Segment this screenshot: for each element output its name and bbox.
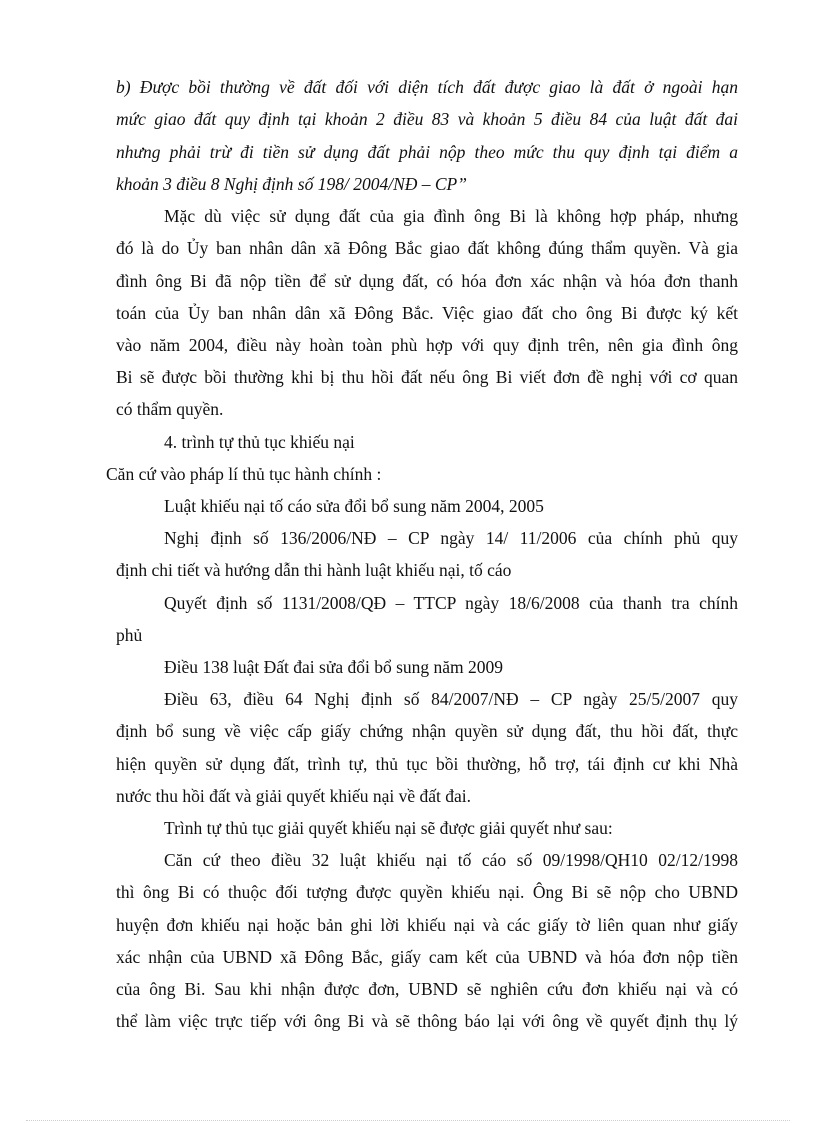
basis-decree2-line-2: định bổ sung về việc cấp giấy chứng nhận quyền sử dụng đất, thu hồi đất, thực [116, 721, 738, 741]
para1-line-2: đó là do Ủy ban nhân dân xã Đông Bắc giao đất không đúng thẩm quyền. Và gia [116, 238, 738, 258]
basis-decree1-line-2: định chi tiết và hướng dẫn thi hành luật khiếu nại, tố cáo [116, 560, 512, 580]
para1-line-5: vào năm 2004, điều này hoàn toàn phù hợp với quy định trên, nên gia đình ông [116, 335, 738, 355]
quote-line-2: mức giao đất quy định tại khoản 2 điều 83 và khoản 5 điều 84 của luật đất đai [116, 109, 738, 129]
para1-line-4: toán của Ủy ban nhân dân xã Đông Bắc. Việc giao đất cho ông Bi được ký kết [116, 303, 738, 323]
quote-line-3: nhưng phải trừ đi tiền sử dụng đất phải nộp theo mức thu quy định tại điểm a [116, 142, 738, 162]
quote-line-4: khoản 3 điều 8 Nghị định số 198/ 2004/NĐ – CP” [116, 174, 467, 194]
section-heading: 4. trình tự thủ tục khiếu nại [164, 432, 355, 452]
para1-line-7: có thẩm quyền. [116, 399, 224, 419]
page-bottom-divider [26, 1120, 790, 1121]
procedure-line-1: Căn cứ theo điều 32 luật khiếu nại tố cáo số 09/1998/QH10 02/12/1998 [164, 850, 738, 870]
procedure-line-4: xác nhận của UBND xã Đông Bắc, giấy cam kết của UBND và hóa đơn nộp tiền [116, 947, 738, 967]
procedure-line-3: huyện đơn khiếu nại hoặc bản ghi lời khiếu nại và các giấy tờ liên quan như giấy [116, 915, 738, 935]
para1-line-6: Bi sẽ được bồi thường khi bị thu hồi đất nếu ông Bi viết đơn đề nghị với cơ quan [116, 367, 738, 387]
basis-decree2-line-3: hiện quyền sử dụng đất, trình tự, thủ tục bồi thường, hỗ trợ, tái định cư khi Nhà [116, 754, 738, 774]
para1-line-3: đình ông Bi đã nộp tiền để sử dụng đất, có hóa đơn xác nhận và hóa đơn thanh [116, 271, 738, 291]
para1-line-1: Mặc dù việc sử dụng đất của gia đình ông Bi là không hợp pháp, nhưng [164, 206, 738, 226]
basis-decision-line-2: phủ [116, 625, 143, 645]
basis-decree1-line-1: Nghị định số 136/2006/NĐ – CP ngày 14/ 11/2006 của chính phủ quy [164, 528, 738, 548]
procedure-line-2: thì ông Bi có thuộc đối tượng được quyền khiếu nại. Ông Bi sẽ nộp cho UBND [116, 882, 738, 902]
basis-decree2-line-1: Điều 63, điều 64 Nghị định số 84/2007/NĐ – CP ngày 25/5/2007 quy [164, 689, 738, 709]
quote-line-1: b) Được bồi thường về đất đối với diện tích đất được giao là đất ở ngoài hạn [116, 77, 738, 97]
basis-intro: Căn cứ vào pháp lí thủ tục hành chính : [106, 464, 382, 484]
procedure-intro: Trình tự thủ tục giải quyết khiếu nại sẽ được giải quyết như sau: [164, 818, 613, 838]
basis-article-138: Điều 138 luật Đất đai sửa đổi bổ sung năm 2009 [164, 657, 504, 677]
basis-decision-line-1: Quyết định số 1131/2008/QĐ – TTCP ngày 18/6/2008 của thanh tra chính [164, 593, 738, 613]
basis-law-1: Luật khiếu nại tố cáo sửa đổi bổ sung năm 2004, 2005 [164, 496, 544, 516]
procedure-line-5: của ông Bi. Sau khi nhận được đơn, UBND sẽ nghiên cứu đơn khiếu nại và có [116, 979, 738, 999]
basis-decree2-line-4: nước thu hồi đất và giải quyết khiếu nại về đất đai. [116, 786, 472, 806]
procedure-line-6: thể làm việc trực tiếp với ông Bi và sẽ thông báo lại với ông về quyết định thụ lý [116, 1011, 738, 1031]
